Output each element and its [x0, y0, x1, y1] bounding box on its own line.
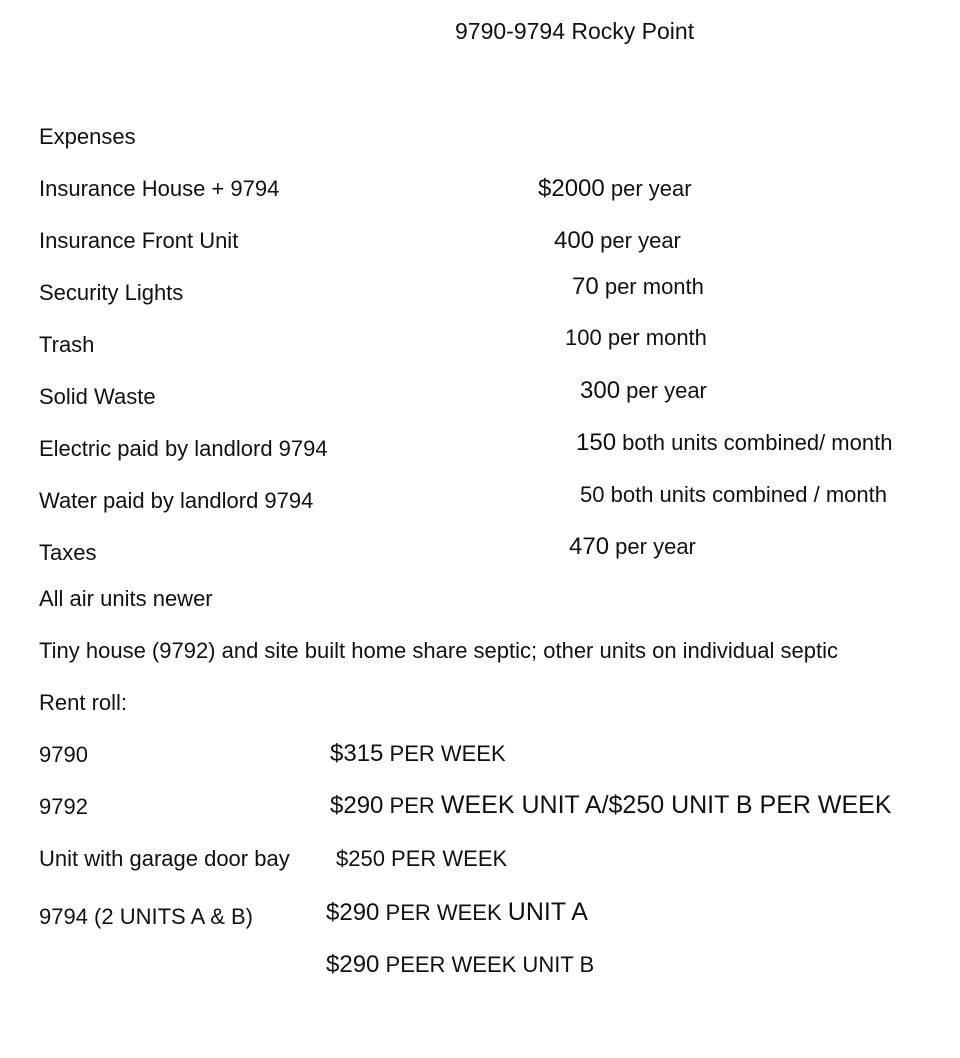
rent-value	[326, 900, 588, 925]
rent-amount: $315	[330, 740, 384, 767]
expense-unit: both units combined/ month	[622, 430, 893, 455]
expense-unit: per year	[615, 534, 696, 559]
rent-amount: $290	[330, 792, 384, 819]
expense-label: Water paid by landlord 9794	[39, 488, 314, 513]
rent-value: $250 PER WEEK	[336, 846, 508, 871]
expense-value	[565, 327, 707, 349]
expense-value	[538, 177, 692, 201]
expense-amount: 50	[580, 482, 605, 507]
expense-amount: 150	[576, 429, 617, 456]
expense-unit: per year	[626, 378, 707, 403]
rent-period: PER WEEK	[385, 900, 502, 925]
rent-label: 9794 (2 UNITS A & B)	[39, 904, 253, 929]
document-title: 9790-9794 Rocky Point	[455, 18, 695, 44]
expenses-heading: Expenses	[39, 124, 136, 149]
expense-label: Taxes	[39, 540, 97, 565]
expense-unit: per year	[610, 176, 692, 201]
expense-value	[572, 275, 704, 299]
expense-label: Insurance House + 9794	[39, 176, 280, 201]
expense-label: Insurance Front Unit	[39, 228, 239, 253]
rent-label: 9790	[39, 742, 88, 767]
expense-amount: 100	[565, 325, 602, 350]
rent-label: 9792	[39, 794, 88, 819]
rent-detail: WEEK UNIT A/$250 UNIT B PER WEEK	[440, 791, 892, 819]
expense-label: Security Lights	[39, 280, 184, 305]
note-septic: Tiny house (9792) and site built home share septic; other units on individual septic	[39, 638, 838, 663]
rent-value	[330, 742, 506, 766]
rent-amount: $290	[326, 899, 380, 926]
rent-detail: UNIT A	[507, 898, 588, 926]
rent-period: PEER WEEK UNIT B	[385, 952, 595, 977]
expense-label: Trash	[39, 332, 95, 357]
expense-label: Electric paid by landlord 9794	[39, 436, 328, 461]
rent-amount: $290	[326, 951, 380, 978]
expense-label: Solid Waste	[39, 384, 156, 409]
expense-amount: 70	[572, 273, 599, 300]
expense-amount: 300	[580, 377, 621, 404]
rent-label: Unit with garage door bay	[39, 846, 290, 871]
expense-value	[580, 379, 707, 403]
expense-value	[580, 484, 887, 506]
expense-amount: 470	[569, 533, 610, 560]
expense-value	[569, 535, 696, 559]
rent-value	[330, 793, 892, 818]
expense-value	[576, 431, 892, 455]
expense-amount: 400	[554, 227, 595, 254]
rent-period: PER	[389, 793, 435, 818]
expense-amount: $2000	[538, 175, 605, 202]
expense-unit: per month	[604, 274, 704, 299]
rent-roll-heading: Rent roll:	[39, 690, 128, 715]
note-air-units: All air units newer	[39, 586, 213, 611]
rent-value	[326, 953, 594, 977]
expense-unit: per year	[600, 228, 681, 253]
expense-unit: per month	[607, 325, 707, 350]
expense-unit: both units combined / month	[610, 482, 887, 507]
expense-value	[554, 229, 681, 253]
rent-period: PER WEEK	[389, 741, 506, 766]
